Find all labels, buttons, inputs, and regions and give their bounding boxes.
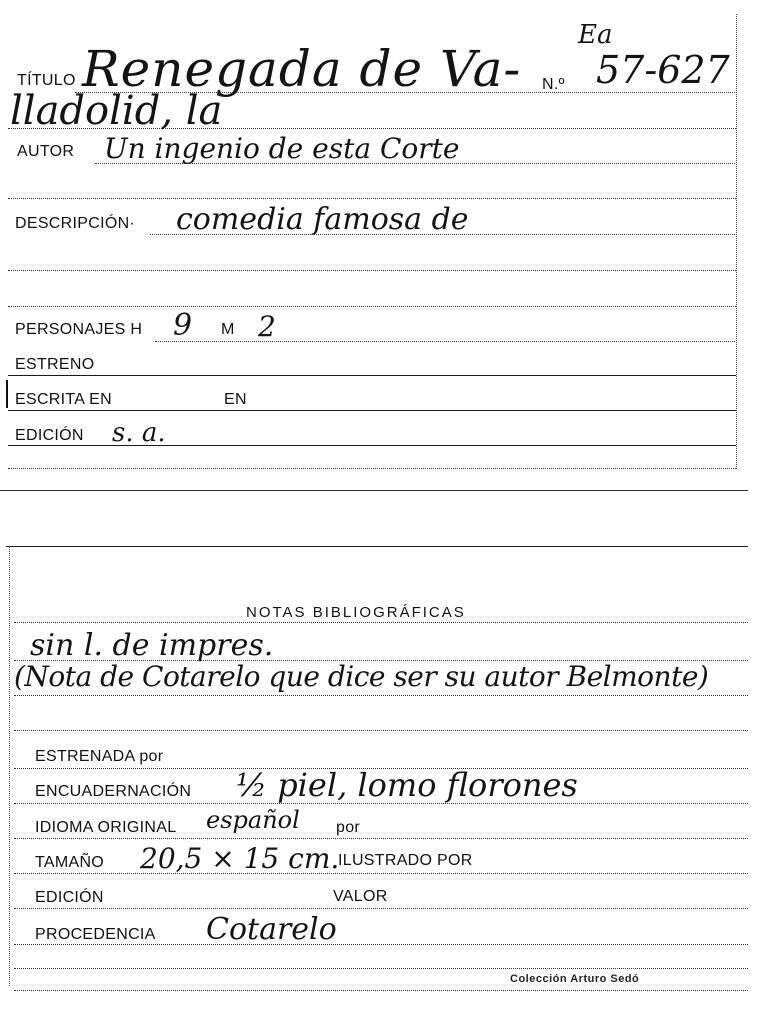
notas-heading: NOTAS BIBLIOGRÁFICAS — [246, 604, 466, 621]
descripcion-line — [150, 234, 735, 235]
edicion-bottom-line — [14, 908, 748, 909]
escrita-margin-mark — [6, 380, 8, 408]
estreno-label: ESTRENO — [15, 356, 95, 373]
idioma-value: español — [206, 806, 300, 834]
numero-value: 57-627 — [596, 48, 730, 92]
en-label: EN — [224, 391, 247, 408]
blank-line-2 — [8, 270, 736, 271]
tamano-line — [14, 873, 748, 874]
tamano-value: 20,5 × 15 cm. — [140, 842, 340, 875]
edicion-line — [8, 445, 736, 446]
procedencia-value: Cotarelo — [206, 912, 337, 947]
notas-line-3 — [14, 730, 748, 731]
bottom-card-left-edge — [9, 546, 10, 986]
collection-footer: Colección Arturo Sedó — [510, 973, 640, 985]
estreno-line — [8, 375, 736, 376]
titulo-label: TÍTULO — [17, 72, 76, 89]
descripcion-label: DESCRIPCIÓN· — [15, 215, 136, 232]
titulo-value-line1: Renegada de Va- — [82, 40, 522, 98]
personajes-m-label: M — [221, 321, 235, 338]
por-label: por — [336, 819, 361, 836]
procedencia-label: PROCEDENCIA — [35, 926, 156, 943]
nota-line2: (Nota de Cotarelo que dice ser su autor Belmonte) — [14, 660, 709, 693]
encuadernacion-label: ENCUADERNACIÓN — [35, 783, 192, 800]
footer-line — [14, 990, 748, 991]
idioma-line — [14, 838, 748, 839]
encuadernacion-value: ½ piel, lomo florones — [236, 766, 578, 804]
edicion-label: EDICIÓN — [15, 427, 84, 444]
personajes-h-value: 9 — [173, 308, 193, 343]
estrenada-label: ESTRENADA por — [35, 748, 164, 765]
personajes-label: PERSONAJES H — [15, 321, 143, 338]
valor-label: VALOR — [333, 888, 388, 905]
titulo-line-2 — [8, 128, 736, 129]
notas-line-0 — [14, 622, 748, 623]
titulo-value-line2: lladolid, la — [10, 88, 223, 134]
blank-line-1 — [8, 198, 736, 199]
edicion-bottom-label: EDICIÓN — [35, 889, 104, 906]
personajes-line — [155, 341, 735, 342]
numero-label: N.º — [542, 76, 565, 93]
ilustrado-label: ILUSTRADO POR — [338, 852, 473, 869]
nota-line1: sin l. de impres. — [30, 628, 274, 663]
top-card-right-edge — [736, 14, 737, 469]
numero-prefix: Ea — [578, 20, 613, 50]
descripcion-value: comedia famosa de — [176, 202, 469, 237]
autor-value: Un ingenio de esta Corte — [104, 132, 460, 165]
tamano-label: TAMAÑO — [35, 854, 105, 871]
notas-line-2 — [14, 695, 748, 696]
personajes-m-value: 2 — [258, 310, 276, 343]
blank-line-4 — [8, 468, 736, 469]
autor-label: AUTOR — [17, 143, 75, 160]
edicion-value: s. a. — [112, 418, 166, 448]
idioma-label: IDIOMA ORIGINAL — [35, 819, 177, 836]
encuadernacion-line — [14, 803, 748, 804]
blank-line-3 — [8, 306, 736, 307]
escrita-line — [8, 410, 736, 411]
blank-line-bottom — [14, 968, 748, 969]
top-card-bottom-edge — [0, 490, 748, 491]
bottom-card-top-edge — [6, 546, 748, 547]
autor-line — [95, 163, 735, 164]
escrita-label: ESCRITA EN — [15, 391, 112, 408]
procedencia-line — [14, 944, 748, 945]
